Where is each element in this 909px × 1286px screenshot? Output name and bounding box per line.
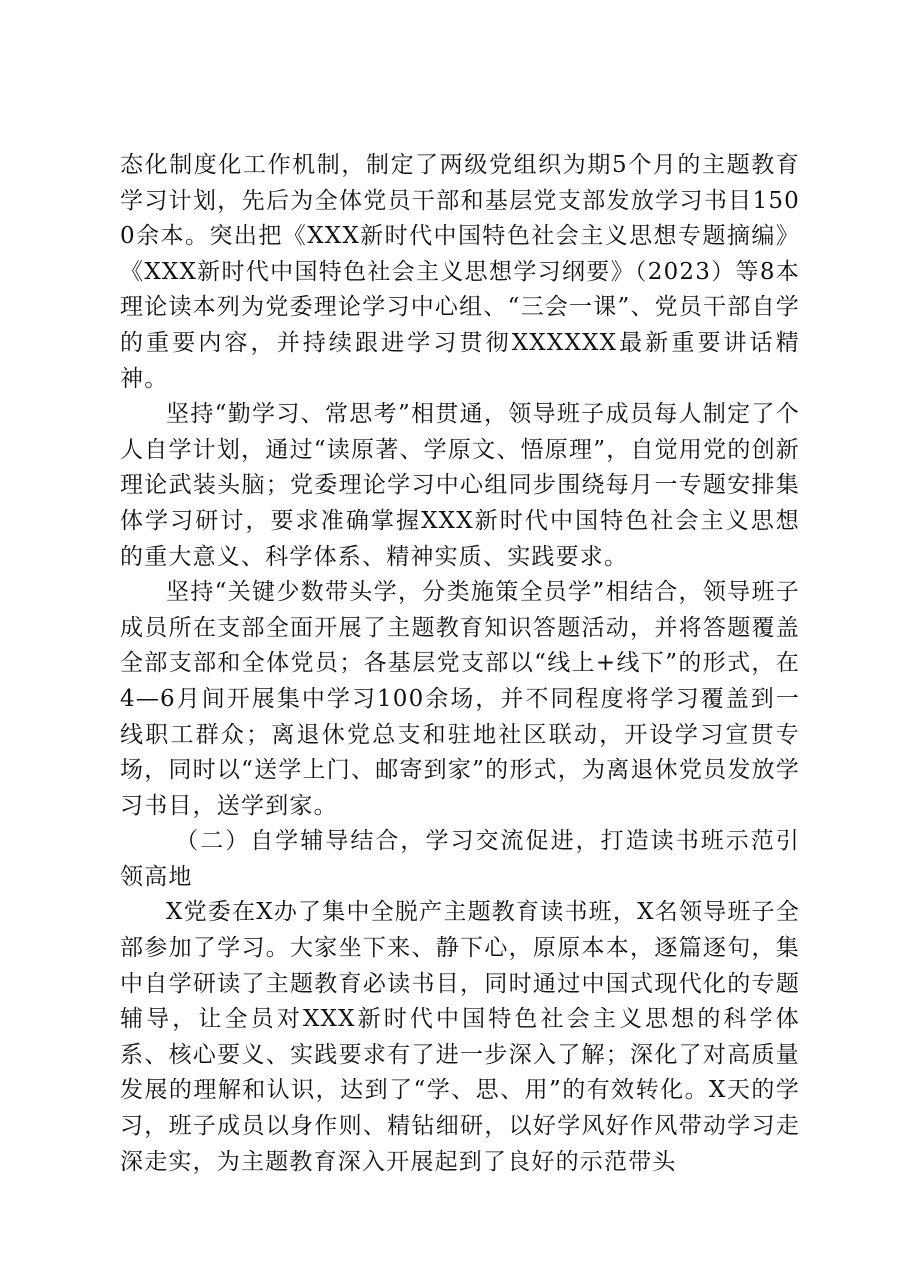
document-body: [120, 148, 800, 1180]
paragraph-study-thinking: 坚持“勤学习、常思考”相贯通，领导班子成员每人制定了个人自学计划，通过“读原著、学原文、悟原理”，自觉用党的创新理论武装头脑；党委理论学习中心组同步围绕每月一专题安排集体学习研讨，要求准确掌握XXX新时代中国特色社会主义思想的重大意义、科学体系、精神实质、实践要求。: [120, 401, 800, 570]
paragraph-reading-class: X党委在X办了集中全脱产主题教育读书班，X名领导班子全部参加了学习。大家坐下来、静下心，原原本本，逐篇逐句，集中自学研读了主题教育必读书目，同时通过中国式现代化的专题辅导，让全员对XXX新时代中国特色社会主义思想的科学体系、核心要义、实践要求有了进一步深入了解；深化了对高质量发展的理解和认识，达到了“学、思、用”的有效转化。X天的学习，班子成员以身作则、精钻细研，以好学风好作风带动学习走深走实，为主题教育深入开展起到了良好的示范带头: [120, 899, 800, 1175]
paragraph-continuation: 态化制度化工作机制，制定了两级党组织为期5个月的主题教育学习计划，先后为全体党员干部和基层党支部发放学习书目1500余本。突出把《XXX新时代中国特色社会主义思想专题摘编》《XXX新时代中国特色社会主义思想学习纲要》（2023）等8本理论读本列为党委理论学习中心组、“三会一课”、党员干部自学的重要内容，并持续跟进学习贯彻XXXXXX最新重要讲话精神。: [120, 152, 800, 392]
paragraph-key-minority: 坚持“关键少数带头学，分类施策全员学”相结合，领导班子成员所在支部全面开展了主题教育知识答题活动，并将答题覆盖全部支部和全体党员；各基层党支部以“线上+线下”的形式，在4—6月间开展集中学习100余场，并不同程度将学习覆盖到一线职工群众；离退休党总支和驻地社区联动，开设学习宣贯专场，同时以“送学上门、邮寄到家”的形式，为离退休党员发放学习书目，送学到家。: [120, 579, 800, 819]
section-heading: （二）自学辅导结合，学习交流促进，打造读书班示范引领高地: [120, 828, 800, 890]
